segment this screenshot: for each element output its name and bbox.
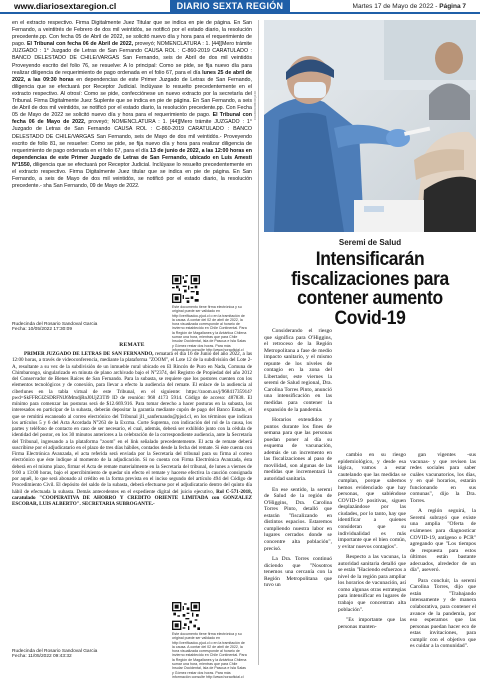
- article-column-1: [264, 328, 332, 660]
- article-paragraph: Considerando el riesgo que significa para O'Higgins, el retroceso de la Región Metropolitana a fase de medio impacto sanitario, y el mismo repunte de los niveles de contagio en la zona del Libertador, este viernes la seremi de Salud regional, Dra. Carolina Torres Pinto, anunció una intensificación en las medidas para contener la expansión de la pandemia.: [264, 328, 332, 413]
- article-paragraph: A región seguirá, la Seremi subrayó que existe una amplia "Oferta de exámenes para diagnosticar COVID-19, antígeno o PCR" agregando que "Los tiempos de respuesta para estos últimos están bastante adecuados, alrededor de un día", aseveró.: [410, 508, 476, 574]
- article-paragraph: En ese sentido, la seremi de Salud de la región de O'Higgins, Dra. Carolina Torres Pinto, detalló que estarán "fiscalizando en distintos espacios. Estaremos cumpliendo nuestra labor en lugares cerrados donde se concentre alta población", precisó.: [264, 486, 332, 552]
- site-url[interactable]: www.diariosextaregion.cl: [14, 1, 117, 11]
- vaccination-photo: [264, 20, 476, 232]
- legal-notice-extract: [12, 20, 252, 274]
- signature-text: [12, 322, 97, 333]
- page-header: [0, 0, 480, 14]
- signer-name: Rudecinda del Rosario Sandoval Garcia: [12, 321, 98, 327]
- article-headline: Intensificarán fiscalizaciones para contener aumento Covid-19: [291, 249, 449, 329]
- article-paragraph: cambio en su riesgo epidemiológico, y desde esa lógica, vamos a estar cautelando que las medidas se cumplan, porque sabemos hemos evidenciado que hay personas, que sabiéndose COVID-19 positivas, siguen desplazándose por las ciudades, por lo tanto, hay que identificar a quienes consideran que su individualidad es más importante que el bien común, y evitar nuevos contagios".: [338, 452, 406, 550]
- auction-title: REMATE: [119, 342, 145, 348]
- issue-date: Martes 17 de Mayo de 2022: [352, 2, 434, 10]
- article-paragraph: gan vigentes -sus vacunas- y que revisen las redes sociales para saber cuáles vacunatorios, los días, y en qué horarios, estarán funcionando en sus comunas", dijo la Dra. Torres.: [410, 452, 476, 504]
- qr-code-icon: [172, 602, 200, 630]
- qr-code-icon: [172, 275, 200, 303]
- newspaper-name: DIARIO SEXTA REGIÓN: [170, 0, 290, 13]
- article-paragraph: Para concluir, la seremi Carolina Torres, dijo que están "Trabajando intensamente y de manera colaborativa, para contener el avance de la pandemia, por eso esperamos que las personas puedan hacer eco de estas invitaciones, para cumplir con el objetivo que es cuidar a la comunidad".: [410, 577, 476, 650]
- signature-date: Fecha: 11/05/2022 09:43:32: [12, 654, 72, 660]
- auction-notice: [12, 342, 252, 597]
- signature-date: Fecha: 10/05/2022 17:30:09: [12, 327, 73, 333]
- article-paragraph: "Es importante que las personas manten-: [338, 617, 406, 630]
- article-paragraph: Horarios extendidos y puntos durante los fines de semana para que las personas puedan poner al día su esquema de vacunación, además de un incremento en las fiscalizaciones al paso de movilidad, son algunas de las medidas que incrementará la autoridad sanitaria.: [264, 417, 332, 483]
- electronic-signature-block-2: [12, 600, 252, 679]
- header-date-page: Martes 17 de Mayo de 2022 - Página 7: [352, 2, 466, 10]
- page-number: Página 7: [439, 2, 466, 10]
- signature-text: [12, 649, 97, 660]
- signature-verification-note: Este documento tiene firma electrónica y su original puede ser validado en http://verificadoc.pjud.cl o en la tramitación de la causa. A contar del 02 de abril de 2022, la hora visualizada corresponde al horario de invierno establecido en Chile Continental. Para la Región de Magallanes y la Antártica Chilena sumar una hora, mientras que para Chile Insular Occidental, Isla de Pascua e Isla Salas y Gómez restar dos horas. Para más información consulte http://www.horaoficial.cl: [172, 305, 247, 352]
- vaccination-photo-illustration: [264, 20, 476, 232]
- article-column-2: [338, 452, 406, 660]
- auction-text: PRIMER JUZGADO DE LETRAS DE SAN FERNANDO, rematará el día 16 de Junio del año 2022, a las 12:00 horas, a través de videoconferencia, mediante la plataforma "ZOOM", el Lote 12 de la subdivisión del Lote 2-A, resultante a su vez de la subdivisión de un inmueble rural ubicado en El Rincón de Puro en Nada, Comuna de Chimbarongo, singularizado en minuta de plano archivado bajo el N°2374, del Registro de Propiedad del año 2012 del Conservador de Bienes Raíces de San Fernando. Para la subasta, se requiere que los postores cuenten con los elementos tecnológicos y de conexión, para llevar a efecto la audiencia del remate. El enlace de la audiencia al ciberlunes en la tabla virtual de este Tribunal, en el siguiente: https://zoom.us/j/96841735914?pwd=SkFFRGlZSDRFNlJ6MmdjRnJ0UjZ3Tl9 ID de reunión: 968 4173 5914. Código de acceso: 487838. El mínimo para comenzar las posturas será de $12.669.916. Para tomar derecho a hacer posturas en la subasta, los interesados en participar de la subasta, deberán depositar la garantía mediante cupón de pago del Banco Estado, el que se remitirá escaneado al correo electrónico del Tribunal jl1_sanfernando@pjud.cl, en los términos que indican los artículos 5 y 6 del Acta Acordada N°263 de la Excma. Corte Suprema, con indicación del rol de la causa, los partes y teléfono de contacto en caso de ser necesario, el cual, además, deberá ser exhibido junto con la cédula de identidad del postor, en los 30 minutos anteriores a la celebración de la correspondiente audiencia, ante la Secretaría del Tribunal, ingresando a la plataforma "zoom" en el link señalado precedentemente. El acta de remate deberá suscribirse por el adjudicatario en el plazo de tres días hábiles, contados desde la fecha del remate. Si éste cuenta con Firma Electrónica Avanzada, el acta referida será enviada por la Secretaría del tribunal para su firma al correo electrónico que éste indique al momento de la adjudicación. Si no cuenta con Firma Electrónica Avanzada, ésta deberá en el mismo plazo, firmar el Acta de remate materialmente en la Secretaría del tribunal, de lunes a viernes de 9:00 a 13:00 horas, bajo el apercibimiento de quedar sin efecto el remate y hacerse efectiva la caución consignada por aquél, lo que será abonado al crédito en la forma prevista en el inciso segundo del artículo 494 del Código de Procedimiento Civil. El depósito del saldo de la subasta, deberá efectuarse por el adjudicatario dentro del quinto día hábil de efectuada la subasta. Demás antecedentes en el expediente digital del juicio ejecutivo, Rol C-571-2018, caratulado "COOPERATIVA DE AHORRO Y CREDITO ORIENTE LIMITADA con GONZALEZ ESCOBAR, LUIS ALBERTO". SECRETARIA SUBROGANTE.-: [12, 351, 252, 507]
- article-paragraph: Respecto a las vacunas, la autoridad sanitaria detalló que se están "Haciendo esfuerzos a nivel de la región para ampliar los horarios de vacunación, así como algunas otras estrategias para intensificar en lugares de trabajo que concentran alta población".: [338, 554, 406, 613]
- article-column-3: [410, 452, 476, 660]
- article-kicker: Seremi de Salud: [338, 238, 402, 247]
- column-divider: [258, 20, 259, 665]
- notice-text: en el extracto respectivo. Firma Digitalmente Juez Titular que se indica en pie de página. En San Fernando, a veintitrés de Febrero de dos mil veintidós, se notificó por el estado diario, la resolución precedente.pp. Con fecha 05 de Abril de 2022, se solicitó nuevo día y hora para el requerimiento de pago. El Tribunal con fecha 06 de Abril de 2022, proveyó; NOMENCLATURA : 1. [44][Mero trámite JUZGADO : 1° Juzgado de Letras de San Fernando CAUSA ROL : C-860-2019 CARATULADO : BANCO DELESTADO DE CHILE/VARGAS San Fernando, seis de Abril de dos mil veintidós Proveyendo escrito del folio 76, se resuelve: A lo principal: Como se pide, se fija nuevo día para realizar diligencia de requerimiento de pago ordenada en el folio 67, para el día lunes 25 de abril de 2022, a las 09:30 horas en dependencias de este Primer Juzgado de Letras de San Fernando, diligencia que se efectuará por Receptor Judicial. Inclúyase lo resuelto precedentemente en el extracto respectivo. Al otrosí: Como se pide, confecciónese un nuevo extracto por la secretaría del Tribunal. Firma Digitalmente Juez Suplente que se indica en pie de página. En San Fernando, a seis de Abril de dos mil veintidós, se notificó por el estado diario, la resolución precedente.pp. Con Fecha 05 de Mayo de 2022 se solicitó nuevo día y hora para el requerimiento de pago. El Tribunal con fecha 06 de Mayo de 2022, proveyó; NOMENCLATURA : 1. [44][Mero trámite JUZGADO : 1° Juzgado de Letras de San Fernando CAUSA ROL : C-860-2019 CARATULADO : BANCO DELESTADO DE CHILE/VARGAS San Fernando, seis de Mayo de dos mil veintidós.- Proveyendo escrito de folio 81, se resuelve: Como se pide, se fija nuevo día y hora para realizar diligencia de requerimiento de pago ordenada en el folio 67, para el día 13 de junio de 2022, a las 12:00 horas en dependencias de este Primer Juzgado de Letras de San Fernando, ubicado en Luis Amesti N°1550, diligencia que se efectuará por Receptor Judicial. Inclúyase lo resuelto precedentemente en el extracto respectivo. Firma Digitalmente Juez titular que se indica en pie de página. En San Fernando, a seis de Mayo de dos mil veintidós, se notificó por el estado diario, la resolución precedente.- sha San Fernando, 09 de Mayo de 2022.: [12, 20, 253, 190]
- signature-verification-note: Este documento tiene firma electrónica y su original puede ser validado en http://verificadoc.pjud.cl o en la tramitación de la causa. A contar del 02 de abril de 2022, la hora visualizada corresponde al horario de invierno establecido en Chile Continental. Para la Región de Magallanes y la Antártica Chilena sumar una hora, mientras que para Chile Insular Occidental, Isla de Pascua e Isla Salas y Gómez restar dos horas. Para más información consulte http://www.horaoficial.cl: [172, 632, 247, 679]
- signer-name: Rudecinda del Rosario Sandoval Garcia: [12, 648, 98, 654]
- article-paragraph: La Dra. Torres continuó diciendo que "Nosotros tenemos una cercanía con la Región Metropolitana que tuvo un: [264, 556, 332, 589]
- verification-code-vertical: C0L8DKC0BXRQZ4D: [253, 90, 257, 120]
